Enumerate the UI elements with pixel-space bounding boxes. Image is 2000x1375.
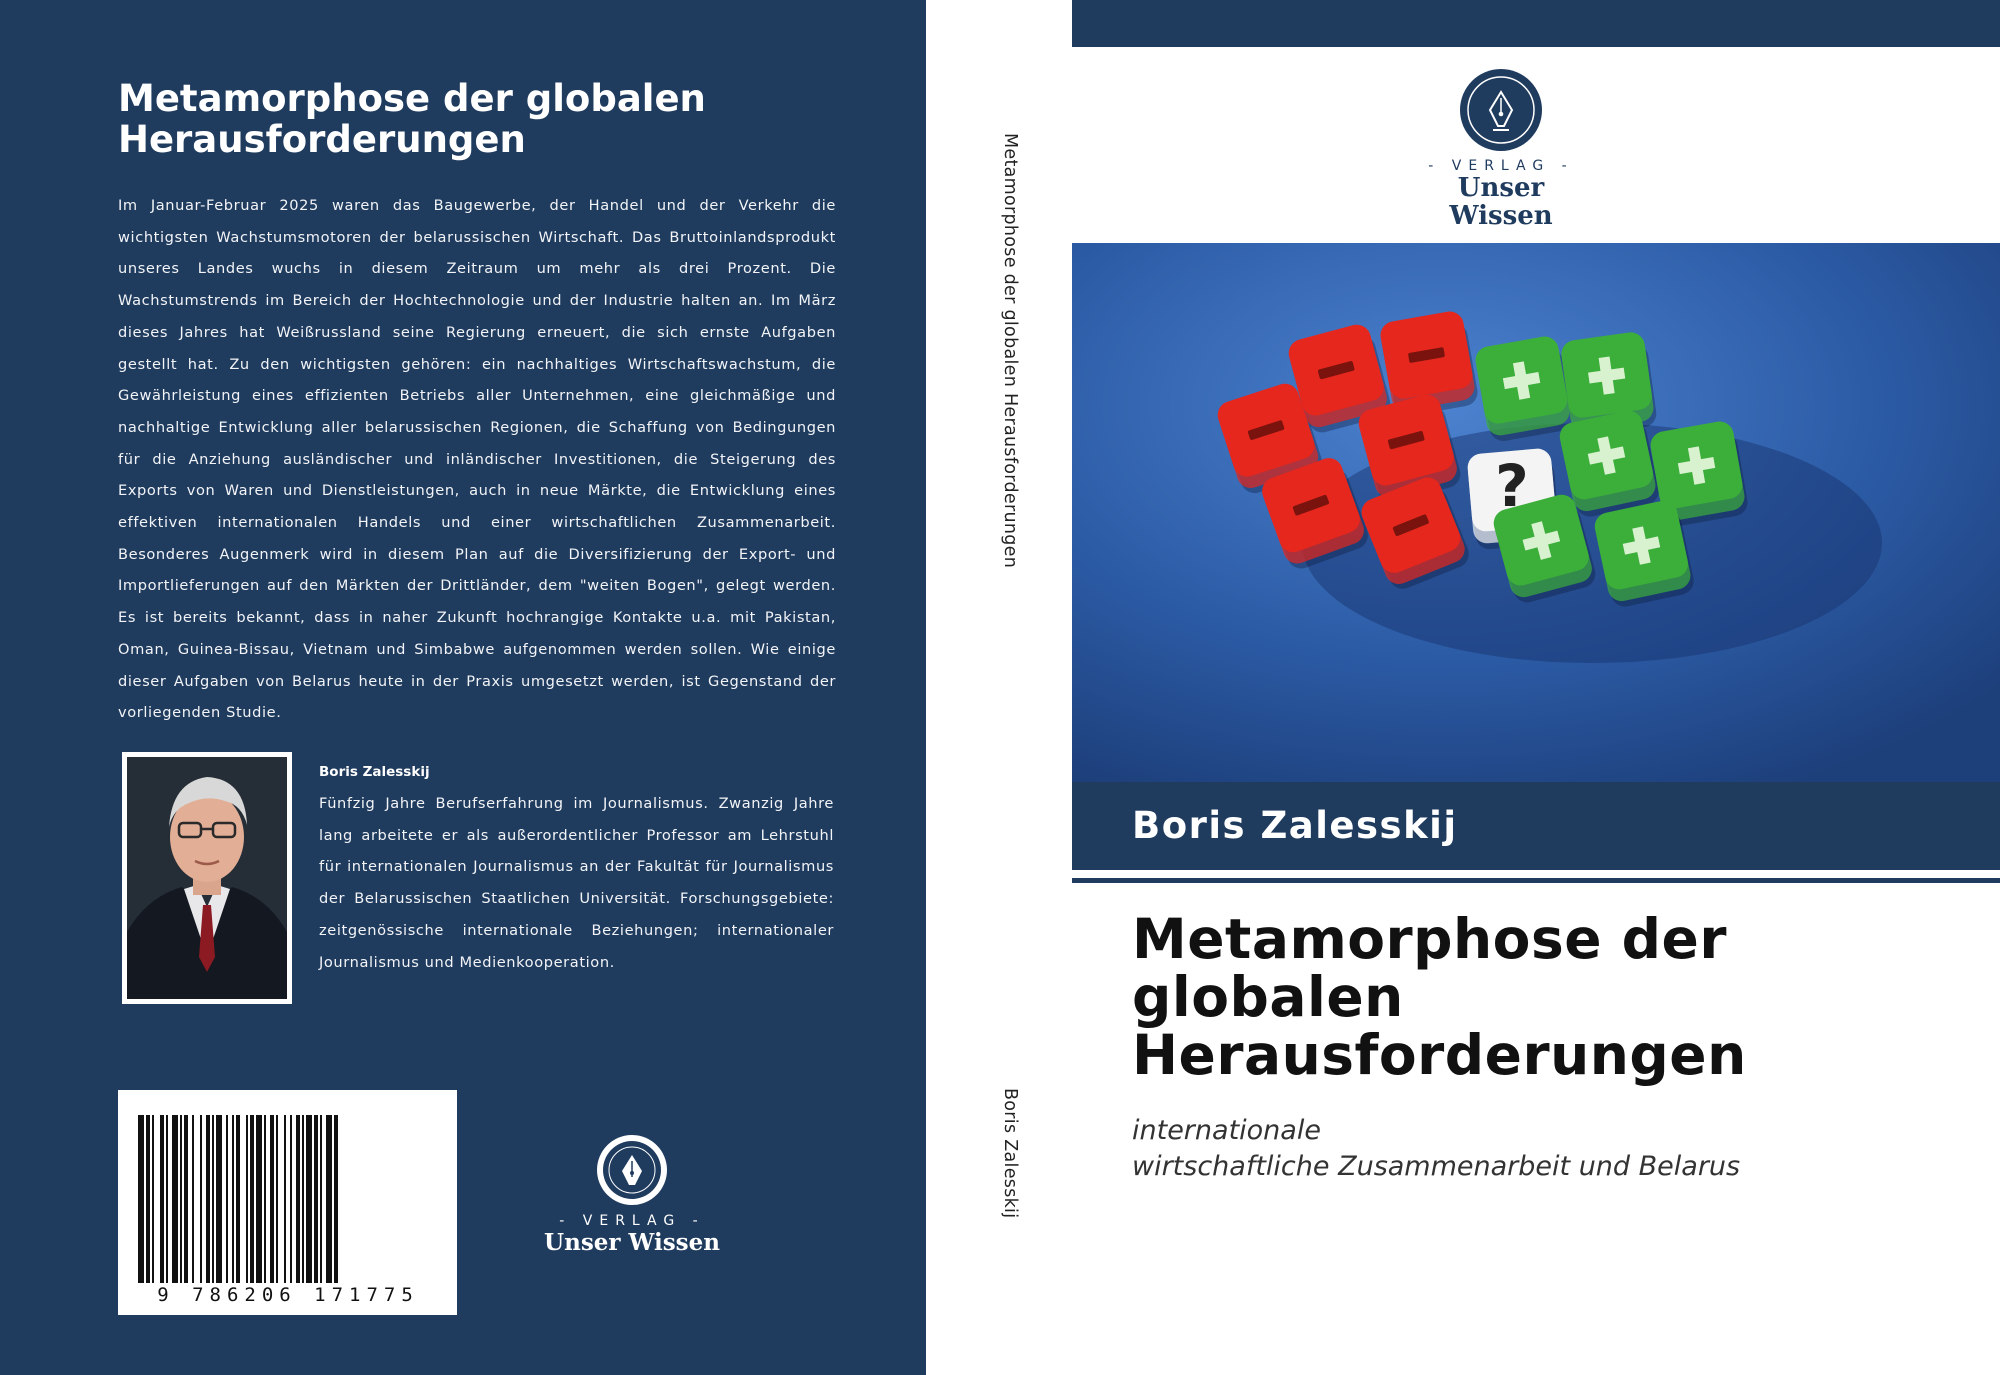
barcode-bar — [306, 1115, 312, 1283]
barcode-bar — [192, 1115, 194, 1283]
barcode-bar — [276, 1115, 278, 1283]
barcode-bar — [216, 1115, 222, 1283]
barcode-bar — [180, 1115, 182, 1283]
barcode-bar — [334, 1115, 338, 1283]
back-logo-verlag: - VERLAG - — [559, 1213, 705, 1229]
barcode-bar — [160, 1115, 164, 1283]
barcode-bar — [256, 1115, 262, 1283]
barcode-bar — [320, 1115, 322, 1283]
back-author-bio: Fünfzig Jahre Berufserfahrung im Journalismus. Zwanzig Jahre lang arbeitete er als außerordentlicher Professor am Lehrstuhl für internationalen Journalismus an der Fakultät für Journalismus der Belarussischen Staatlichen Universität. Forschungsgebiete: zeitgenössische internationale Beziehungen; internationaler Journalismus und Medienkooperation. — [319, 795, 834, 971]
back-logo-name: Unser Wissen — [544, 1229, 720, 1256]
author-photo — [122, 752, 292, 1004]
barcode-bar — [226, 1115, 228, 1283]
barcode-bar — [326, 1115, 332, 1283]
dice-question-mark: ? — [1495, 452, 1529, 520]
front-publisher-logo — [1409, 68, 1593, 230]
back-cover — [0, 0, 926, 1375]
barcode-bar — [172, 1115, 178, 1283]
pen-nib-emblem-icon — [595, 1133, 669, 1207]
front-author: Boris Zalesskij — [1132, 804, 1458, 847]
barcode-bar — [302, 1115, 304, 1283]
front-logo-name: Unser Wissen — [1449, 173, 1553, 231]
front-top-bar — [1072, 0, 2000, 47]
barcode-bar — [236, 1115, 240, 1283]
spine — [926, 0, 1072, 1375]
cover-dice-image — [1072, 243, 2000, 782]
front-subtitle-line1: internationale — [1132, 1115, 1321, 1146]
back-cover-blurb: Im Januar-Februar 2025 waren das Baugewerbe, der Handel und der Verkehr die wichtigsten Wachstumsmotoren der belarussischen Wirtschaft. Das Bruttoinlandsprodukt unseres Landes wuchs in diesem Zeitraum um mehr als drei Prozent. Die Wachstumstrends im Bereich der Hochtechnologie und der Industrie halten an. Im März dieses Jahres hat Weißrussland seine Regierung erneuert, die sich ernste Aufgaben gestellt hat. Zu den wichtigsten gehören: ein nachhaltiges Wirtschaftswachstum, die Gewährleistung eines effizienten Betriebs aller Unternehmen, eine gleichmäßige und nachhaltige Entwicklung aller belarussischen Regionen, die Schaffung von Bedingungen für die Anziehung ausländischer und inländischer Investitionen, die Steigerung des Exports von Waren und Dienstleistungen, auch in neue Märkte, die Entwicklung eines effektiven internationalen Handels und einer wirtschaftlichen Zusammenarbeit. Besonderes Augenmerk wird in diesem Plan auf die Diversifizierung der Export- und Importlieferungen auf den Märkten der Drittländer, dem "weiten Bogen", gelegt werden. Es ist bereits bekannt, dass in naher Zukunft hochrangige Kontakte u.a. mit Pakistan, Oman, Guinea-Bissau, Vietnam und Simbabwe aufgenommen werden sollen. Wie einige dieser Aufgaben von Belarus heute in der Praxis umgesetzt werden, ist Gegenstand der vorliegenden Studie. — [118, 197, 836, 722]
front-subtitle-line2: wirtschaftliche Zusammenarbeit und Belarus — [1132, 1151, 1741, 1182]
barcode-bar — [146, 1115, 150, 1283]
barcode-bar — [166, 1115, 168, 1283]
barcode-bar — [212, 1115, 214, 1283]
front-subtitle — [1132, 1113, 1932, 1185]
barcode-bar — [270, 1115, 274, 1283]
front-divider — [1072, 878, 2000, 883]
barcode-bar — [284, 1115, 286, 1283]
front-cover — [1072, 0, 2000, 1375]
back-author-name: Boris Zalesskij — [319, 764, 430, 780]
barcode-bar — [184, 1115, 188, 1283]
barcode-bar — [250, 1115, 254, 1283]
spine-title: Metamorphose der globalen Herausforderungen — [1000, 133, 1020, 569]
barcode-bar — [296, 1115, 300, 1283]
barcode-bar — [138, 1115, 144, 1283]
barcode-bar — [206, 1115, 210, 1283]
barcode-bar — [290, 1115, 292, 1283]
front-title: Metamorphose der globalen Herausforderungen — [1132, 907, 1747, 1087]
back-publisher-logo — [540, 1133, 724, 1257]
back-cover-title: Metamorphose der globalen Herausforderungen — [118, 77, 706, 161]
barcode-bar — [314, 1115, 318, 1283]
front-logo-verlag: - VERLAG - — [1428, 158, 1574, 174]
isbn-digits: 9 786206 171775 — [157, 1284, 419, 1306]
barcode — [118, 1090, 457, 1315]
spine-author: Boris Zalesskij — [1000, 1088, 1020, 1219]
barcode-bar — [232, 1115, 234, 1283]
barcode-bar — [246, 1115, 248, 1283]
barcode-bar — [200, 1115, 202, 1283]
pen-nib-emblem-icon — [1459, 68, 1543, 152]
barcode-bar — [152, 1115, 154, 1283]
barcode-bar — [264, 1115, 266, 1283]
